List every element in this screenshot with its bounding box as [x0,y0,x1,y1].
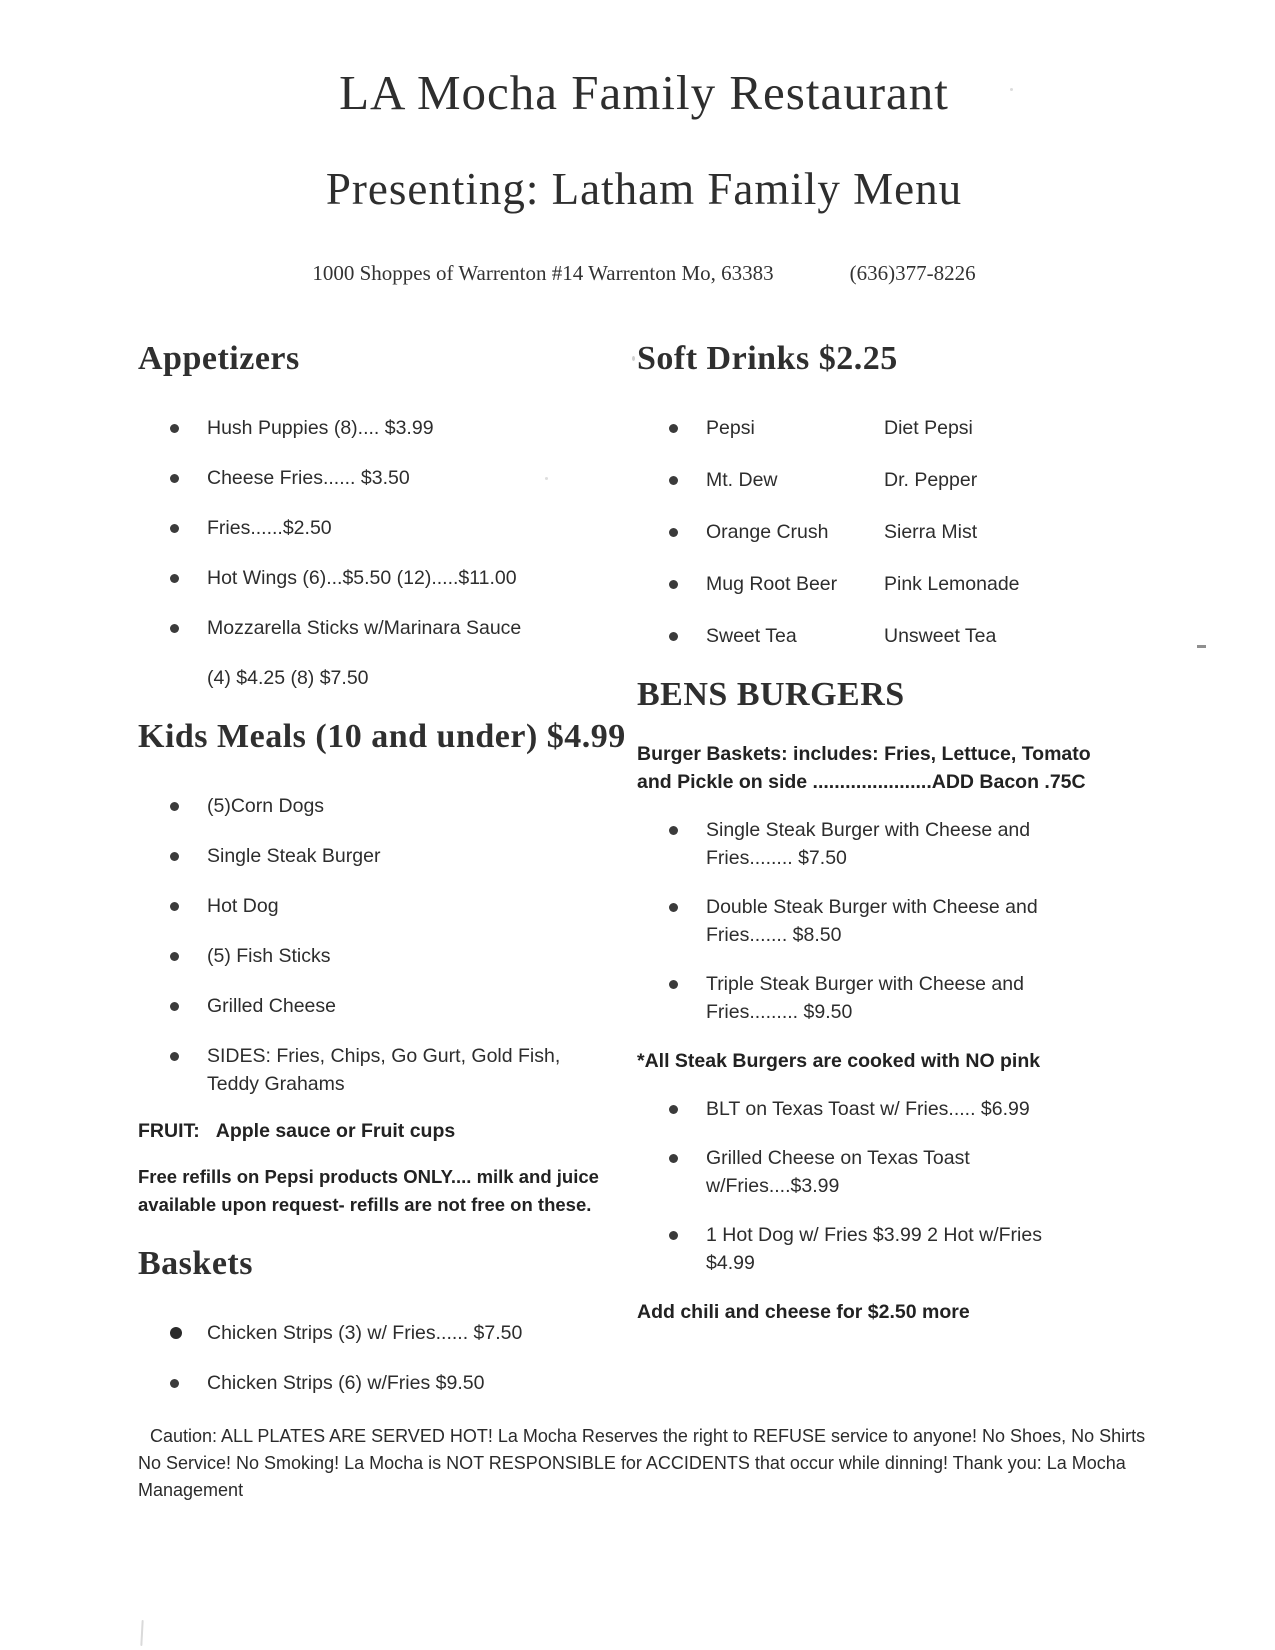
menu-item-text: Cheese Fries...... $3.50 [207,467,410,489]
menu-item [170,1369,637,1397]
bullet-icon [669,424,678,433]
menu-item-text: BLT on Texas Toast w/ Fries..... $6.99 [706,1098,1030,1120]
drink-row [669,518,1124,546]
burger-baskets-note [637,740,1124,796]
address-text: 1000 Shoppes of Warrenton #14 Warrenton Mo, 63383 [312,261,774,285]
menu-item-price-line [170,664,637,692]
bullet-icon [669,476,678,485]
menu-item-text: Mozzarella Sticks w/Marinara Sauce [207,617,522,639]
menu-item-text: (5) Fish Sticks [207,945,331,967]
drink-row [669,622,1124,650]
menu-item [170,614,637,642]
menu-item-text: Double Steak Burger with Cheese and Fries....... $8.50 [706,896,1038,946]
menu-item-text: (5)Corn Dogs [207,795,325,817]
drink-name: Pepsi [706,417,755,439]
scan-artifact-mark [140,1620,143,1646]
drink-name: Sweet Tea [706,625,797,647]
bullet-icon [669,826,678,835]
menu-item [669,1221,1124,1277]
menu-item-text: Chicken Strips (3) w/ Fries...... $7.50 [207,1322,523,1344]
bullet-icon [669,1105,678,1114]
bullet-icon [170,802,179,811]
drink-name: Mt. Dew [706,469,778,491]
menu-item-text: (4) $4.25 (8) $7.50 [207,667,369,689]
bullet-icon [170,1052,179,1061]
baskets-heading: Baskets [138,1245,253,1282]
menu-header [138,64,1150,286]
menu-subtitle: Presenting: Latham Family Menu [325,164,963,214]
fruit-text: Apple sauce or Fruit cups [215,1120,456,1142]
menu-item [170,564,637,592]
burgers-more-list [637,1095,1124,1277]
phone-number: (636)377-8226 [849,261,976,285]
drink-name: Mug Root Beer [706,573,838,595]
menu-item [170,464,637,492]
menu-item [170,514,637,542]
soft-drinks-heading: Soft Drinks $2.25 [637,340,898,377]
burgers-list [637,816,1124,1026]
bullet-icon [669,580,678,589]
menu-item-text: Grilled Cheese on Texas Toast w/Fries....$3.99 [706,1147,970,1197]
bullet-icon [170,1327,182,1339]
menu-item-text: Hush Puppies (8).... $3.99 [207,417,434,439]
menu-item-text: Fries......$2.50 [207,517,332,539]
fruit-label: FRUIT: [138,1120,200,1142]
drink-name: Dr. Pepper [884,469,978,491]
fruit-note [138,1120,637,1143]
bullet-icon [669,632,678,641]
bullet-icon [170,1002,179,1011]
menu-item [669,970,1124,1026]
menu-item [170,842,637,870]
caution-text: Caution: ALL PLATES ARE SERVED HOT! La Mocha Reserves the right to REFUSE service to anyone! No Shoes, No Shirts No Service! No Smoking! La Mocha is NOT RESPONSIBLE for ACCIDENTS that occur while dinning! Thank you: La Mocha Management [138,1426,1146,1500]
menu-item-text: Chicken Strips (6) w/Fries $9.50 [207,1372,485,1394]
bens-burgers-heading: BENS BURGERS [637,676,905,713]
drink-name: Diet Pepsi [884,417,973,439]
drink-name: Pink Lemonade [884,573,1020,595]
scan-artifact-dash [1197,645,1206,648]
restaurant-title: LA Mocha Family Restaurant [339,65,949,120]
menu-item [170,892,637,920]
menu-item-text: Grilled Cheese [207,995,336,1017]
menu-item [170,992,637,1020]
refills-line: Free refills on Pepsi products ONLY.... milk and juice [138,1166,599,1187]
bullet-icon [669,903,678,912]
bullet-icon [170,574,179,583]
kids-meals-list [138,792,637,1098]
burger-baskets-note-line: Burger Baskets: includes: Fries, Lettuce, Tomato [637,743,1091,765]
chili-note: Add chili and cheese for $2.50 more [637,1301,970,1323]
baskets-list [138,1319,637,1397]
menu-item [669,893,1124,949]
menu-item [669,1144,1124,1200]
menu-item-text: Single Steak Burger [207,845,381,867]
burger-baskets-note-line: and Pickle on side ......................ADD Bacon .75C [637,771,1086,793]
menu-item-text: Single Steak Burger with Cheese and Fries........ $7.50 [706,819,1031,869]
menu-item-text: SIDES: Fries, Chips, Go Gurt, Gold Fish, Teddy Grahams [207,1045,561,1095]
bullet-icon [170,424,179,433]
menu-item [170,1319,637,1347]
no-pink-note: *All Steak Burgers are cooked with NO pink [637,1050,1041,1072]
menu-item-text: Hot Dog [207,895,279,917]
soft-drinks-list [637,414,1124,650]
menu-item [669,1095,1124,1123]
menu-item [170,942,637,970]
bullet-icon [669,1231,678,1240]
drink-name: Sierra Mist [884,521,978,543]
drink-row [669,570,1124,598]
bullet-icon [170,952,179,961]
drink-name: Orange Crush [706,521,829,543]
bullet-icon [669,1154,678,1163]
bullet-icon [170,902,179,911]
bullet-icon [170,624,179,633]
menu-item [170,1042,637,1098]
menu-columns [138,340,1150,1419]
menu-item-text: Triple Steak Burger with Cheese and Fries......... $9.50 [706,973,1024,1023]
bullet-icon [669,980,678,989]
menu-item [170,414,637,442]
left-column [138,340,637,1419]
bullet-icon [170,852,179,861]
bullet-icon [669,528,678,537]
refills-line: available upon request- refills are not free on these. [138,1194,592,1215]
right-column [637,340,1124,1419]
drink-row [669,466,1124,494]
menu-item [669,816,1124,872]
bullet-icon [170,474,179,483]
menu-item [170,792,637,820]
kids-meals-heading: Kids Meals (10 and under) $4.99 [138,718,626,755]
address-row [138,261,1150,286]
appetizers-list [138,414,637,692]
menu-item-text: Hot Wings (6)...$5.50 (12).....$11.00 [207,567,517,589]
refills-note [138,1163,637,1219]
drink-row [669,414,1124,442]
menu-item-text: 1 Hot Dog w/ Fries $3.99 2 Hot w/Fries $4.99 [706,1224,1042,1274]
bullet-icon [170,1379,179,1388]
drink-name: Unsweet Tea [884,625,997,647]
bullet-icon [170,524,179,533]
appetizers-heading: Appetizers [138,340,300,377]
